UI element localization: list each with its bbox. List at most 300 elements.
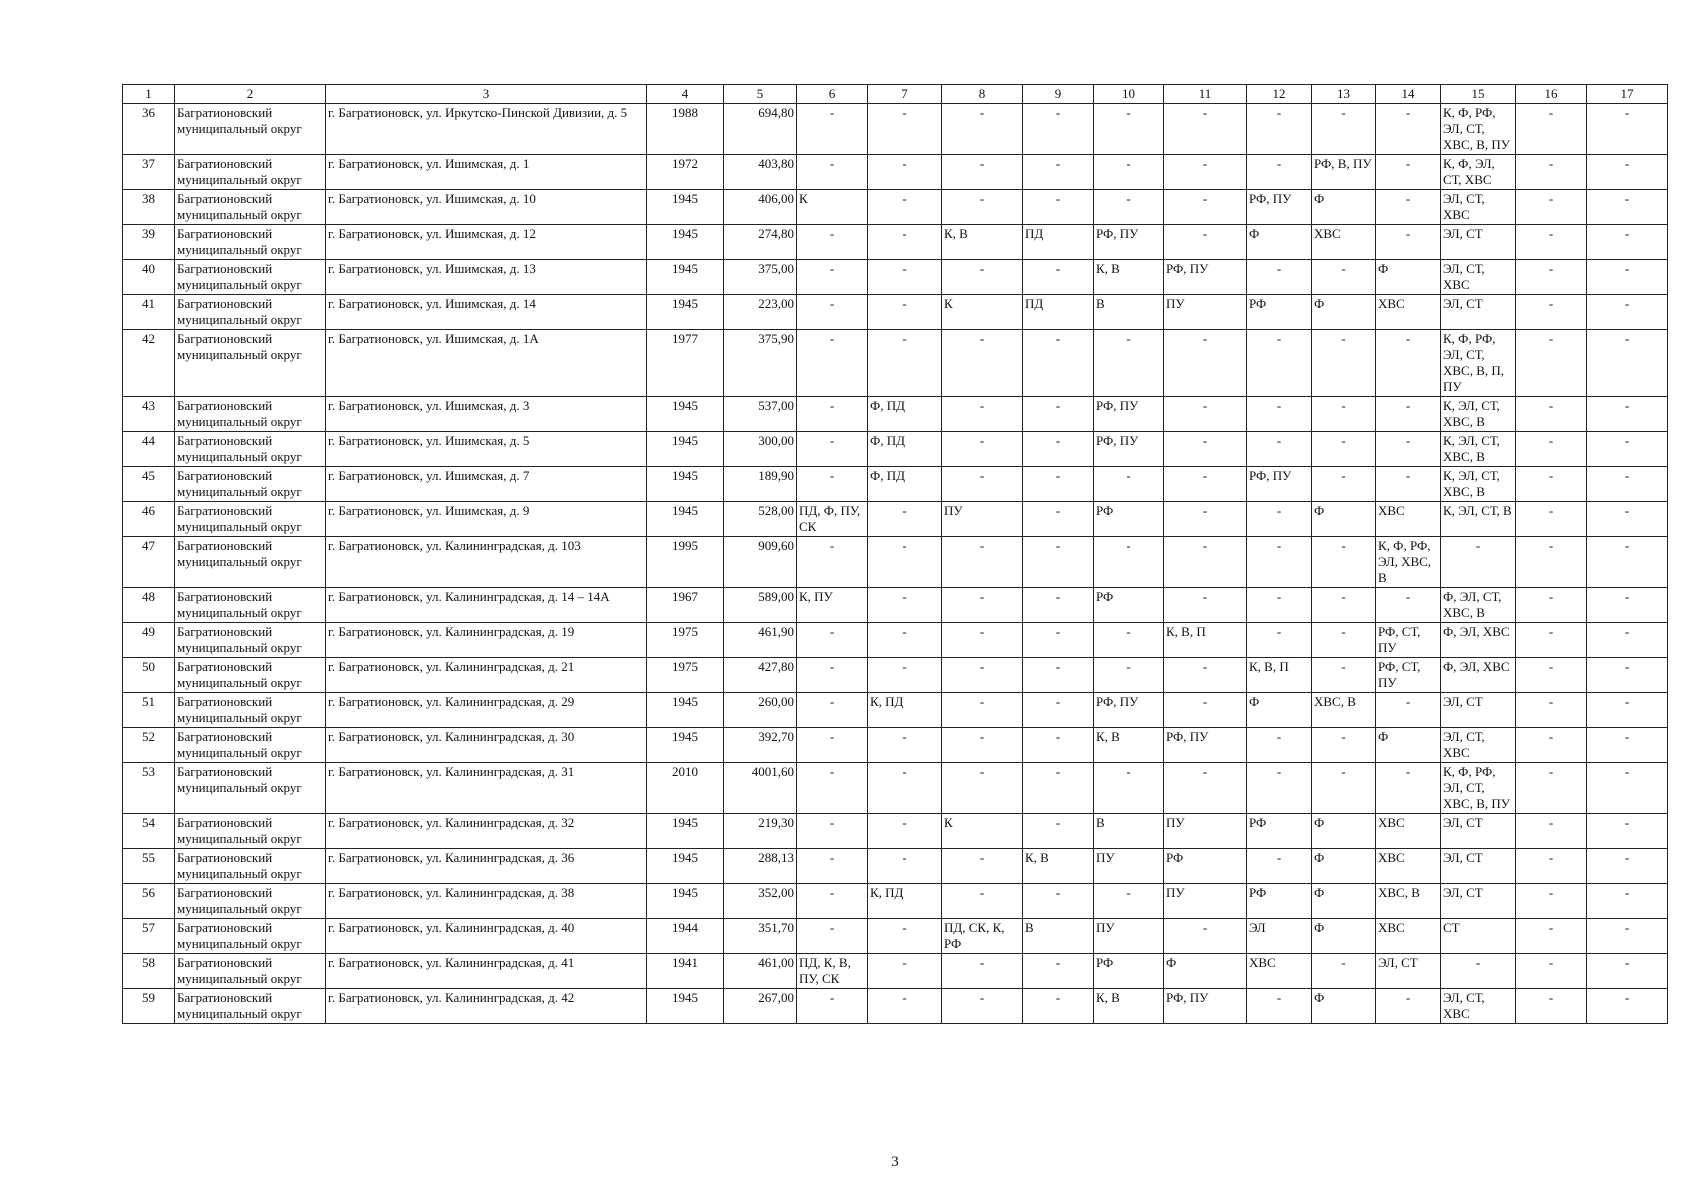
cell-col-16: - <box>1516 919 1587 954</box>
cell-col-3: г. Багратионовск, ул. Калининградская, д. 30 <box>326 728 647 763</box>
cell-col-7: - <box>868 588 942 623</box>
column-number-5: 5 <box>724 85 797 104</box>
cell-col-12: - <box>1247 623 1312 658</box>
cell-col-9: - <box>1023 104 1094 155</box>
cell-col-4: 1945 <box>647 814 724 849</box>
cell-col-9: - <box>1023 502 1094 537</box>
cell-col-15: ЭЛ, СТ, ХВС <box>1441 190 1516 225</box>
cell-col-12: - <box>1247 155 1312 190</box>
table-row <box>123 763 1668 814</box>
cell-col-11: - <box>1164 467 1247 502</box>
cell-col-8: - <box>942 104 1023 155</box>
cell-col-11: К, В, П <box>1164 623 1247 658</box>
cell-col-1: 59 <box>123 989 175 1024</box>
cell-col-3: г. Багратионовск, ул. Калининградская, д. 21 <box>326 658 647 693</box>
cell-col-1: 39 <box>123 225 175 260</box>
table-row <box>123 537 1668 588</box>
cell-col-8: - <box>942 432 1023 467</box>
cell-col-3: г. Багратионовск, ул. Калининградская, д. 41 <box>326 954 647 989</box>
cell-col-14: - <box>1376 225 1441 260</box>
cell-col-14: - <box>1376 330 1441 397</box>
cell-col-6: - <box>797 728 868 763</box>
cell-col-6: - <box>797 225 868 260</box>
cell-col-14: ЭЛ, СТ <box>1376 954 1441 989</box>
cell-col-17: - <box>1587 104 1668 155</box>
cell-col-3: г. Багратионовск, ул. Калининградская, д. 14 – 14А <box>326 588 647 623</box>
cell-col-3: г. Багратионовск, ул. Ишимская, д. 1А <box>326 330 647 397</box>
cell-col-8: - <box>942 155 1023 190</box>
cell-col-2: Багратионовский муниципальный округ <box>175 467 326 502</box>
cell-col-8: - <box>942 623 1023 658</box>
cell-col-14: - <box>1376 397 1441 432</box>
cell-col-11: РФ, ПУ <box>1164 989 1247 1024</box>
cell-col-12: РФ, ПУ <box>1247 190 1312 225</box>
cell-col-1: 47 <box>123 537 175 588</box>
table-row <box>123 432 1668 467</box>
cell-col-15: ЭЛ, СТ, ХВС <box>1441 728 1516 763</box>
cell-col-11: - <box>1164 658 1247 693</box>
cell-col-6: - <box>797 295 868 330</box>
cell-col-14: К, Ф, РФ, ЭЛ, ХВС, В <box>1376 537 1441 588</box>
cell-col-7: - <box>868 502 942 537</box>
column-number-15: 15 <box>1441 85 1516 104</box>
table-row <box>123 397 1668 432</box>
cell-col-3: г. Багратионовск, ул. Калининградская, д. 38 <box>326 884 647 919</box>
column-number-4: 4 <box>647 85 724 104</box>
cell-col-2: Багратионовский муниципальный округ <box>175 502 326 537</box>
cell-col-1: 56 <box>123 884 175 919</box>
cell-col-11: - <box>1164 763 1247 814</box>
cell-col-5: 189,90 <box>724 467 797 502</box>
cell-col-7: - <box>868 225 942 260</box>
cell-col-13: - <box>1312 537 1376 588</box>
cell-col-1: 54 <box>123 814 175 849</box>
cell-col-17: - <box>1587 989 1668 1024</box>
cell-col-10: - <box>1094 537 1164 588</box>
cell-col-12: - <box>1247 537 1312 588</box>
cell-col-2: Багратионовский муниципальный округ <box>175 104 326 155</box>
cell-col-11: Ф <box>1164 954 1247 989</box>
cell-col-15: К, ЭЛ, СТ, ХВС, В <box>1441 467 1516 502</box>
cell-col-16: - <box>1516 537 1587 588</box>
cell-col-8: К, В <box>942 225 1023 260</box>
cell-col-5: 589,00 <box>724 588 797 623</box>
cell-col-13: Ф <box>1312 502 1376 537</box>
cell-col-12: - <box>1247 989 1312 1024</box>
cell-col-1: 57 <box>123 919 175 954</box>
cell-col-6: ПД, К, В, ПУ, СК <box>797 954 868 989</box>
cell-col-12: ЭЛ <box>1247 919 1312 954</box>
cell-col-12: ХВС <box>1247 954 1312 989</box>
cell-col-16: - <box>1516 623 1587 658</box>
cell-col-13: - <box>1312 763 1376 814</box>
cell-col-5: 219,30 <box>724 814 797 849</box>
cell-col-10: В <box>1094 814 1164 849</box>
column-number-6: 6 <box>797 85 868 104</box>
cell-col-4: 1945 <box>647 260 724 295</box>
cell-col-3: г. Багратионовск, ул. Иркутско-Пинской Дивизии, д. 5 <box>326 104 647 155</box>
cell-col-17: - <box>1587 502 1668 537</box>
cell-col-15: ЭЛ, СТ, ХВС <box>1441 989 1516 1024</box>
cell-col-16: - <box>1516 849 1587 884</box>
cell-col-6: - <box>797 260 868 295</box>
cell-col-16: - <box>1516 502 1587 537</box>
cell-col-15: СТ <box>1441 919 1516 954</box>
cell-col-15: К, Ф, ЭЛ, СТ, ХВС <box>1441 155 1516 190</box>
cell-col-16: - <box>1516 155 1587 190</box>
cell-col-6: - <box>797 693 868 728</box>
cell-col-7: Ф, ПД <box>868 432 942 467</box>
cell-col-3: г. Багратионовск, ул. Калининградская, д. 40 <box>326 919 647 954</box>
cell-col-10: - <box>1094 763 1164 814</box>
cell-col-16: - <box>1516 693 1587 728</box>
cell-col-4: 1977 <box>647 330 724 397</box>
cell-col-17: - <box>1587 467 1668 502</box>
cell-col-13: - <box>1312 623 1376 658</box>
column-number-7: 7 <box>868 85 942 104</box>
cell-col-4: 1945 <box>647 849 724 884</box>
cell-col-2: Багратионовский муниципальный округ <box>175 814 326 849</box>
cell-col-2: Багратионовский муниципальный округ <box>175 330 326 397</box>
cell-col-11: - <box>1164 537 1247 588</box>
cell-col-7: - <box>868 155 942 190</box>
cell-col-5: 375,00 <box>724 260 797 295</box>
cell-col-9: - <box>1023 623 1094 658</box>
cell-col-14: Ф <box>1376 260 1441 295</box>
cell-col-7: - <box>868 919 942 954</box>
cell-col-13: Ф <box>1312 849 1376 884</box>
cell-col-14: ХВС <box>1376 295 1441 330</box>
cell-col-17: - <box>1587 623 1668 658</box>
cell-col-2: Багратионовский муниципальный округ <box>175 295 326 330</box>
cell-col-16: - <box>1516 260 1587 295</box>
cell-col-16: - <box>1516 432 1587 467</box>
cell-col-5: 300,00 <box>724 432 797 467</box>
cell-col-2: Багратионовский муниципальный округ <box>175 849 326 884</box>
cell-col-5: 352,00 <box>724 884 797 919</box>
cell-col-10: РФ <box>1094 588 1164 623</box>
cell-col-6: - <box>797 397 868 432</box>
cell-col-12: - <box>1247 260 1312 295</box>
cell-col-4: 1945 <box>647 225 724 260</box>
cell-col-6: ПД, Ф, ПУ, СК <box>797 502 868 537</box>
cell-col-1: 36 <box>123 104 175 155</box>
cell-col-15: ЭЛ, СТ <box>1441 884 1516 919</box>
cell-col-17: - <box>1587 814 1668 849</box>
cell-col-2: Багратионовский муниципальный округ <box>175 225 326 260</box>
cell-col-8: - <box>942 330 1023 397</box>
table-row <box>123 502 1668 537</box>
cell-col-5: 392,70 <box>724 728 797 763</box>
cell-col-4: 1945 <box>647 295 724 330</box>
cell-col-1: 51 <box>123 693 175 728</box>
cell-col-9: - <box>1023 537 1094 588</box>
cell-col-7: - <box>868 658 942 693</box>
cell-col-6: К, ПУ <box>797 588 868 623</box>
cell-col-13: - <box>1312 260 1376 295</box>
cell-col-6: - <box>797 155 868 190</box>
cell-col-15: Ф, ЭЛ, ХВС <box>1441 658 1516 693</box>
cell-col-5: 375,90 <box>724 330 797 397</box>
cell-col-12: - <box>1247 104 1312 155</box>
cell-col-5: 351,70 <box>724 919 797 954</box>
cell-col-13: Ф <box>1312 814 1376 849</box>
table-row <box>123 884 1668 919</box>
cell-col-9: - <box>1023 763 1094 814</box>
cell-col-1: 40 <box>123 260 175 295</box>
cell-col-13: Ф <box>1312 295 1376 330</box>
cell-col-17: - <box>1587 155 1668 190</box>
cell-col-15: ЭЛ, СТ, ХВС <box>1441 260 1516 295</box>
cell-col-1: 41 <box>123 295 175 330</box>
cell-col-12: РФ <box>1247 814 1312 849</box>
cell-col-2: Багратионовский муниципальный округ <box>175 260 326 295</box>
cell-col-11: - <box>1164 588 1247 623</box>
cell-col-16: - <box>1516 989 1587 1024</box>
cell-col-2: Багратионовский муниципальный округ <box>175 919 326 954</box>
cell-col-9: - <box>1023 954 1094 989</box>
cell-col-13: Ф <box>1312 919 1376 954</box>
table-row <box>123 623 1668 658</box>
cell-col-4: 1975 <box>647 658 724 693</box>
cell-col-4: 1945 <box>647 502 724 537</box>
cell-col-5: 427,80 <box>724 658 797 693</box>
cell-col-1: 43 <box>123 397 175 432</box>
cell-col-12: - <box>1247 588 1312 623</box>
cell-col-17: - <box>1587 658 1668 693</box>
cell-col-14: - <box>1376 588 1441 623</box>
cell-col-15: ЭЛ, СТ <box>1441 693 1516 728</box>
cell-col-13: - <box>1312 432 1376 467</box>
cell-col-16: - <box>1516 295 1587 330</box>
cell-col-11: - <box>1164 155 1247 190</box>
cell-col-17: - <box>1587 954 1668 989</box>
cell-col-13: - <box>1312 728 1376 763</box>
cell-col-9: - <box>1023 190 1094 225</box>
column-number-13: 13 <box>1312 85 1376 104</box>
cell-col-9: В <box>1023 919 1094 954</box>
cell-col-12: РФ <box>1247 295 1312 330</box>
table-row <box>123 658 1668 693</box>
cell-col-4: 1945 <box>647 190 724 225</box>
cell-col-4: 1988 <box>647 104 724 155</box>
cell-col-9: - <box>1023 260 1094 295</box>
cell-col-11: - <box>1164 225 1247 260</box>
table-row <box>123 954 1668 989</box>
cell-col-17: - <box>1587 728 1668 763</box>
cell-col-3: г. Багратионовск, ул. Калининградская, д. 19 <box>326 623 647 658</box>
cell-col-10: ПУ <box>1094 849 1164 884</box>
cell-col-11: РФ, ПУ <box>1164 728 1247 763</box>
cell-col-14: РФ, СТ, ПУ <box>1376 623 1441 658</box>
cell-col-11: РФ <box>1164 849 1247 884</box>
cell-col-9: - <box>1023 467 1094 502</box>
cell-col-15: К, Ф, РФ, ЭЛ, СТ, ХВС, В, ПУ <box>1441 763 1516 814</box>
cell-col-9: - <box>1023 330 1094 397</box>
cell-col-17: - <box>1587 849 1668 884</box>
cell-col-6: - <box>797 919 868 954</box>
cell-col-10: К, В <box>1094 989 1164 1024</box>
cell-col-10: - <box>1094 884 1164 919</box>
cell-col-2: Багратионовский муниципальный округ <box>175 693 326 728</box>
cell-col-14: ХВС, В <box>1376 884 1441 919</box>
cell-col-10: - <box>1094 190 1164 225</box>
cell-col-1: 52 <box>123 728 175 763</box>
cell-col-8: - <box>942 397 1023 432</box>
cell-col-4: 1945 <box>647 728 724 763</box>
cell-col-9: - <box>1023 884 1094 919</box>
cell-col-11: - <box>1164 330 1247 397</box>
cell-col-8: - <box>942 588 1023 623</box>
cell-col-9: - <box>1023 814 1094 849</box>
cell-col-9: ПД <box>1023 295 1094 330</box>
cell-col-15: К, Ф, РФ, ЭЛ, СТ, ХВС, В, П, ПУ <box>1441 330 1516 397</box>
cell-col-9: - <box>1023 432 1094 467</box>
cell-col-15: ЭЛ, СТ <box>1441 295 1516 330</box>
cell-col-14: Ф <box>1376 728 1441 763</box>
cell-col-5: 4001,60 <box>724 763 797 814</box>
cell-col-13: - <box>1312 588 1376 623</box>
cell-col-3: г. Багратионовск, ул. Ишимская, д. 9 <box>326 502 647 537</box>
cell-col-6: - <box>797 884 868 919</box>
cell-col-15: ЭЛ, СТ <box>1441 814 1516 849</box>
cell-col-10: РФ, ПУ <box>1094 693 1164 728</box>
cell-col-7: - <box>868 989 942 1024</box>
column-number-9: 9 <box>1023 85 1094 104</box>
cell-col-3: г. Багратионовск, ул. Ишимская, д. 10 <box>326 190 647 225</box>
cell-col-7: - <box>868 104 942 155</box>
column-number-1: 1 <box>123 85 175 104</box>
cell-col-4: 1945 <box>647 989 724 1024</box>
cell-col-14: - <box>1376 763 1441 814</box>
cell-col-14: - <box>1376 190 1441 225</box>
cell-col-8: - <box>942 989 1023 1024</box>
cell-col-5: 260,00 <box>724 693 797 728</box>
table-row <box>123 849 1668 884</box>
cell-col-3: г. Багратионовск, ул. Ишимская, д. 7 <box>326 467 647 502</box>
cell-col-3: г. Багратионовск, ул. Калининградская, д. 31 <box>326 763 647 814</box>
cell-col-17: - <box>1587 884 1668 919</box>
table-row <box>123 467 1668 502</box>
cell-col-8: К <box>942 295 1023 330</box>
cell-col-13: ХВС <box>1312 225 1376 260</box>
cell-col-6: - <box>797 432 868 467</box>
column-number-8: 8 <box>942 85 1023 104</box>
cell-col-17: - <box>1587 763 1668 814</box>
cell-col-1: 58 <box>123 954 175 989</box>
cell-col-13: - <box>1312 397 1376 432</box>
cell-col-5: 274,80 <box>724 225 797 260</box>
table-row <box>123 104 1668 155</box>
cell-col-11: - <box>1164 190 1247 225</box>
cell-col-17: - <box>1587 432 1668 467</box>
cell-col-2: Багратионовский муниципальный округ <box>175 884 326 919</box>
cell-col-7: - <box>868 537 942 588</box>
cell-col-10: - <box>1094 467 1164 502</box>
cell-col-1: 38 <box>123 190 175 225</box>
cell-col-3: г. Багратионовск, ул. Ишимская, д. 13 <box>326 260 647 295</box>
cell-col-3: г. Багратионовск, ул. Калининградская, д. 36 <box>326 849 647 884</box>
cell-col-3: г. Багратионовск, ул. Ишимская, д. 3 <box>326 397 647 432</box>
cell-col-2: Багратионовский муниципальный округ <box>175 588 326 623</box>
cell-col-13: - <box>1312 658 1376 693</box>
cell-col-6: - <box>797 537 868 588</box>
cell-col-14: - <box>1376 989 1441 1024</box>
cell-col-1: 45 <box>123 467 175 502</box>
cell-col-13: - <box>1312 954 1376 989</box>
cell-col-10: В <box>1094 295 1164 330</box>
table-row <box>123 919 1668 954</box>
table-row <box>123 728 1668 763</box>
cell-col-4: 1941 <box>647 954 724 989</box>
cell-col-6: - <box>797 623 868 658</box>
cell-col-16: - <box>1516 658 1587 693</box>
cell-col-15: - <box>1441 537 1516 588</box>
table-row <box>123 225 1668 260</box>
cell-col-9: - <box>1023 693 1094 728</box>
cell-col-16: - <box>1516 954 1587 989</box>
cell-col-8: - <box>942 849 1023 884</box>
cell-col-4: 1972 <box>647 155 724 190</box>
cell-col-10: ПУ <box>1094 919 1164 954</box>
cell-col-15: К, ЭЛ, СТ, ХВС, В <box>1441 397 1516 432</box>
table-row <box>123 693 1668 728</box>
cell-col-16: - <box>1516 190 1587 225</box>
cell-col-4: 1945 <box>647 432 724 467</box>
cell-col-16: - <box>1516 884 1587 919</box>
cell-col-10: РФ <box>1094 502 1164 537</box>
cell-col-8: - <box>942 763 1023 814</box>
document-sheet <box>122 84 1668 1024</box>
cell-col-14: - <box>1376 104 1441 155</box>
cell-col-13: - <box>1312 330 1376 397</box>
cell-col-15: ЭЛ, СТ <box>1441 849 1516 884</box>
cell-col-12: - <box>1247 849 1312 884</box>
cell-col-6: - <box>797 814 868 849</box>
cell-col-4: 1945 <box>647 397 724 432</box>
cell-col-11: ПУ <box>1164 295 1247 330</box>
cell-col-9: - <box>1023 728 1094 763</box>
cell-col-1: 49 <box>123 623 175 658</box>
cell-col-14: ХВС <box>1376 849 1441 884</box>
cell-col-6: - <box>797 104 868 155</box>
cell-col-6: - <box>797 989 868 1024</box>
cell-col-6: - <box>797 763 868 814</box>
cell-col-4: 1995 <box>647 537 724 588</box>
cell-col-16: - <box>1516 728 1587 763</box>
cell-col-3: г. Багратионовск, ул. Калининградская, д. 32 <box>326 814 647 849</box>
column-number-14: 14 <box>1376 85 1441 104</box>
cell-col-5: 461,90 <box>724 623 797 658</box>
cell-col-2: Багратионовский муниципальный округ <box>175 397 326 432</box>
cell-col-13: РФ, В, ПУ <box>1312 155 1376 190</box>
cell-col-12: К, В, П <box>1247 658 1312 693</box>
cell-col-7: - <box>868 849 942 884</box>
cell-col-4: 1975 <box>647 623 724 658</box>
cell-col-13: Ф <box>1312 190 1376 225</box>
cell-col-16: - <box>1516 467 1587 502</box>
cell-col-10: - <box>1094 155 1164 190</box>
cell-col-13: ХВС, В <box>1312 693 1376 728</box>
column-number-12: 12 <box>1247 85 1312 104</box>
cell-col-8: - <box>942 658 1023 693</box>
cell-col-16: - <box>1516 330 1587 397</box>
cell-col-15: К, Ф, РФ, ЭЛ, СТ, ХВС, В, ПУ <box>1441 104 1516 155</box>
table-body <box>123 104 1668 1024</box>
cell-col-9: - <box>1023 155 1094 190</box>
cell-col-17: - <box>1587 537 1668 588</box>
cell-col-5: 223,00 <box>724 295 797 330</box>
